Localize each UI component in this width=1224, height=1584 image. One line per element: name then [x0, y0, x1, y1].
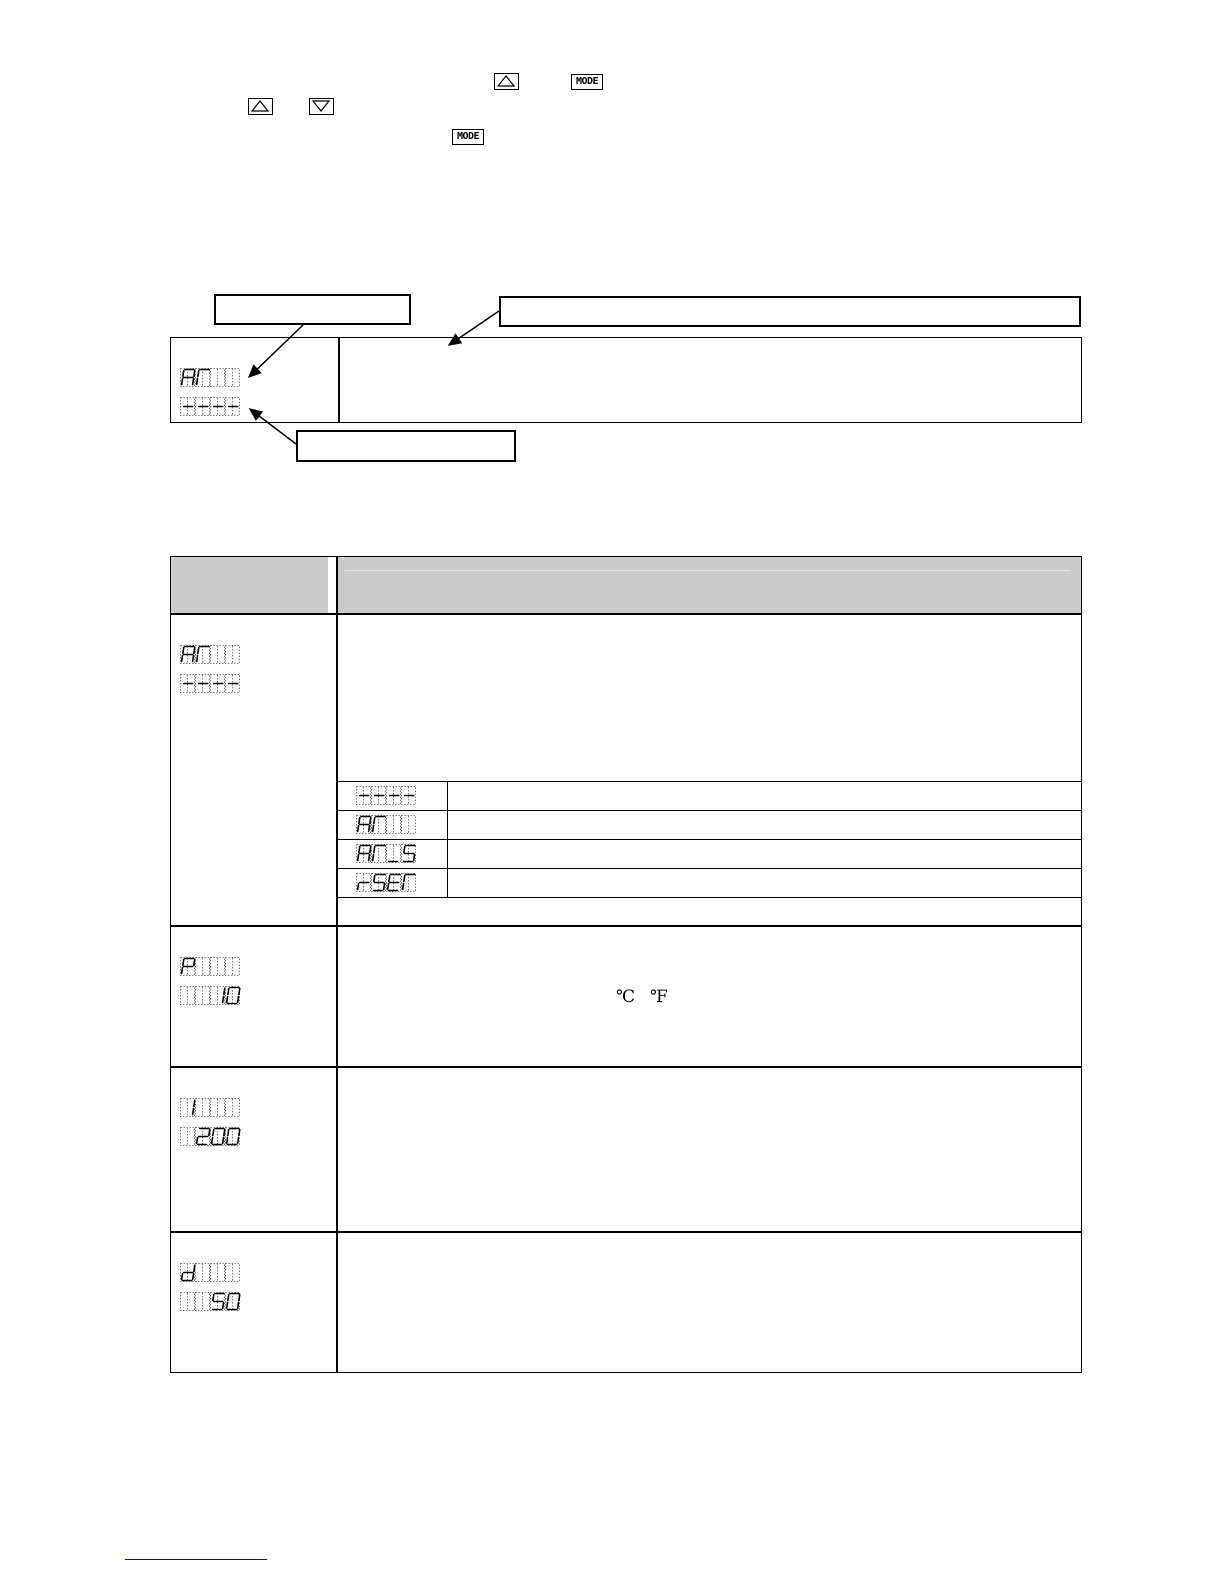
segment-display — [356, 844, 424, 864]
segment-e — [182, 1274, 183, 1280]
segment-f — [213, 1295, 214, 1301]
segment-f — [198, 648, 199, 654]
segment-digit — [181, 1293, 195, 1311]
segment-c — [193, 1109, 194, 1115]
digit-outline — [226, 1099, 240, 1117]
segment-b — [194, 1266, 195, 1272]
segment-e — [197, 1138, 198, 1144]
segment-digit — [226, 958, 240, 976]
segment-f — [213, 1130, 214, 1136]
digit-outline — [196, 646, 210, 664]
unit-fahrenheit: ℉ — [650, 987, 668, 1007]
digit-outline — [211, 646, 225, 664]
segment-e — [227, 1303, 228, 1309]
segment-display — [180, 397, 248, 417]
segment-digit — [196, 1293, 210, 1311]
segment-digit — [181, 398, 195, 416]
segment-e — [182, 968, 183, 974]
segment-display — [356, 815, 424, 835]
segment-b — [194, 1101, 195, 1107]
segment-e — [358, 855, 359, 861]
digit-outline — [211, 1099, 225, 1117]
segment-display — [180, 645, 248, 665]
segment-digit — [181, 675, 195, 693]
segment-digit — [226, 646, 240, 664]
setting-value-callout — [296, 430, 516, 462]
table-outline — [170, 556, 1082, 1373]
segment-e — [182, 656, 183, 662]
segment-digit — [181, 987, 195, 1005]
segment-digit — [357, 874, 371, 892]
segment-digit — [196, 1128, 210, 1146]
segment-digit — [357, 816, 371, 834]
segment-digit — [196, 675, 210, 693]
example-box-divider — [338, 337, 340, 423]
segment-f — [359, 818, 360, 824]
digit-outline — [211, 369, 225, 387]
segment-f — [374, 818, 375, 824]
subtable-rule-3 — [337, 868, 1082, 869]
digit-outline — [196, 1293, 210, 1311]
segment-f — [228, 1295, 229, 1301]
segment-digit — [226, 1128, 240, 1146]
unit-celsius: ℃ — [616, 987, 636, 1007]
segment-digit — [181, 646, 195, 664]
segment-f — [389, 876, 390, 882]
segment-digit — [372, 874, 386, 892]
segment-e — [227, 997, 228, 1003]
segment-e — [373, 826, 374, 832]
digit-outline — [402, 816, 416, 834]
segment-digit — [372, 816, 386, 834]
digit-outline — [211, 1264, 225, 1282]
example-box — [170, 337, 1082, 423]
segment-f — [374, 847, 375, 853]
mode-key-button — [571, 74, 603, 90]
segment-display — [180, 1292, 248, 1312]
segment-digit — [211, 1099, 225, 1117]
segment-digit — [181, 1264, 195, 1282]
segment-c — [414, 855, 415, 861]
digit-outline — [226, 958, 240, 976]
segment-display — [180, 1263, 248, 1283]
subtable-rule-0 — [337, 781, 1082, 782]
segment-digit — [181, 1099, 195, 1117]
subtable-rule-2 — [337, 839, 1082, 840]
mode-key-button-2 — [452, 129, 484, 145]
segment-e — [197, 656, 198, 662]
segment-digit — [211, 958, 225, 976]
segment-b — [194, 371, 195, 377]
autotune-option-reset — [356, 873, 424, 897]
segment-c — [193, 656, 194, 662]
digit-outline — [402, 874, 416, 892]
segment-display — [180, 674, 248, 694]
segment-c — [223, 1138, 224, 1144]
segment-digit — [402, 874, 416, 892]
segment-f — [183, 960, 184, 966]
segment-display — [180, 368, 248, 388]
segment-b — [239, 1130, 240, 1136]
segment-e — [197, 379, 198, 385]
up-key-button — [494, 73, 519, 90]
segment-digit — [196, 987, 210, 1005]
param-autotune-bottom — [180, 674, 248, 698]
segment-digit — [372, 845, 386, 863]
down-triangle-icon — [310, 99, 332, 113]
segment-c — [238, 997, 239, 1003]
segment-digit — [211, 987, 225, 1005]
segment-f — [228, 989, 229, 995]
segment-digit — [211, 1293, 225, 1311]
param-p-bottom — [180, 986, 248, 1010]
segment-digit — [226, 1099, 240, 1117]
segment-display — [180, 986, 248, 1006]
segment-c — [223, 1303, 224, 1309]
digit-outline — [181, 987, 195, 1005]
segment-e — [212, 1138, 213, 1144]
segment-e — [358, 884, 359, 890]
segment-digit — [357, 787, 371, 805]
segment-digit — [181, 958, 195, 976]
digit-outline — [372, 816, 386, 834]
segment-b — [370, 818, 371, 824]
param-d-bottom — [180, 1292, 248, 1316]
description-callout — [499, 296, 1081, 327]
segment-f — [374, 876, 375, 882]
digit-outline — [387, 816, 401, 834]
param-d-top — [180, 1263, 248, 1287]
segment-digit — [226, 1293, 240, 1311]
up-key-button-2 — [248, 98, 273, 115]
segment-e — [403, 884, 404, 890]
segment-digit — [357, 845, 371, 863]
digit-outline — [196, 369, 210, 387]
segment-f — [198, 371, 199, 377]
segment-digit — [196, 958, 210, 976]
param-p-top — [180, 957, 248, 981]
segment-e — [388, 884, 389, 890]
segment-c — [384, 884, 385, 890]
param-autotune-top — [180, 645, 248, 669]
param-i-top — [180, 1098, 248, 1122]
digit-outline — [211, 958, 225, 976]
digit-outline — [196, 987, 210, 1005]
digit-outline — [372, 845, 386, 863]
segment-digit — [372, 787, 386, 805]
segment-digit — [181, 1128, 195, 1146]
digit-outline — [181, 1128, 195, 1146]
segment-digit — [196, 398, 210, 416]
mode-key-label: MODE — [575, 76, 599, 87]
segment-digit — [387, 787, 401, 805]
autotune-option-at-on — [356, 815, 424, 839]
segment-digit — [211, 398, 225, 416]
segment-b — [239, 989, 240, 995]
digit-outline — [196, 1264, 210, 1282]
segment-digit — [211, 369, 225, 387]
segment-digit — [196, 1099, 210, 1117]
example-display-top — [180, 368, 248, 392]
segment-c — [238, 1303, 239, 1309]
digit-outline — [226, 1264, 240, 1282]
autotune-option-at-s — [356, 844, 424, 868]
segment-display — [356, 786, 424, 806]
segment-c — [369, 855, 370, 861]
segment-digit — [226, 1264, 240, 1282]
segment-digit — [226, 369, 240, 387]
segment-display — [180, 957, 248, 977]
segment-e — [373, 855, 374, 861]
table-column-divider — [336, 556, 338, 1373]
row-divider-1 — [170, 925, 1082, 927]
segment-f — [183, 371, 184, 377]
row-divider-2 — [170, 1066, 1082, 1068]
segment-digit — [226, 675, 240, 693]
table-header-bottom-rule — [170, 613, 1082, 615]
segment-digit — [387, 845, 401, 863]
segment-digit — [196, 1264, 210, 1282]
segment-digit — [402, 816, 416, 834]
segment-b — [224, 989, 225, 995]
footer-link-underline[interactable] — [125, 1559, 267, 1560]
segment-b — [370, 847, 371, 853]
param-i-bottom — [180, 1127, 248, 1151]
segment-display — [180, 1127, 248, 1147]
segment-f — [359, 847, 360, 853]
segment-digit — [387, 816, 401, 834]
segment-digit — [196, 369, 210, 387]
segment-digit — [211, 1128, 225, 1146]
segment-f — [404, 847, 405, 853]
segment-display — [180, 1098, 248, 1118]
segment-e — [358, 826, 359, 832]
digit-outline — [226, 646, 240, 664]
segment-c — [193, 379, 194, 385]
segment-digit — [196, 646, 210, 664]
segment-digit — [402, 787, 416, 805]
subtable-col-divider — [447, 781, 448, 898]
segment-f — [183, 648, 184, 654]
segment-c — [369, 826, 370, 832]
segment-b — [209, 1130, 210, 1136]
up-triangle-icon — [249, 99, 271, 113]
segment-b — [224, 1130, 225, 1136]
digit-outline — [181, 1293, 195, 1311]
autotune-option-off — [356, 786, 424, 810]
segment-digit — [181, 369, 195, 387]
segment-e — [227, 1138, 228, 1144]
up-triangle-icon — [495, 74, 517, 88]
digit-outline — [196, 1099, 210, 1117]
segment-display — [356, 873, 424, 893]
parameter-name-callout — [214, 294, 411, 325]
segment-digit — [402, 845, 416, 863]
subtable-rule-4 — [337, 897, 1082, 898]
segment-f — [228, 1130, 229, 1136]
segment-b — [194, 648, 195, 654]
subtable-rule-1 — [337, 810, 1082, 811]
down-key-button — [309, 98, 334, 115]
segment-digit — [211, 675, 225, 693]
segment-b — [239, 1295, 240, 1301]
segment-digit — [387, 874, 401, 892]
segment-e — [182, 379, 183, 385]
mode-key-label: MODE — [456, 131, 480, 142]
digit-outline — [226, 369, 240, 387]
segment-f — [404, 876, 405, 882]
row-divider-3 — [170, 1231, 1082, 1233]
digit-outline — [387, 845, 401, 863]
segment-b — [194, 960, 195, 966]
example-display-bottom — [180, 397, 248, 421]
segment-digit — [226, 398, 240, 416]
digit-outline — [196, 958, 210, 976]
segment-c — [223, 997, 224, 1003]
segment-digit — [211, 1264, 225, 1282]
segment-digit — [211, 646, 225, 664]
segment-c — [193, 1274, 194, 1280]
segment-c — [238, 1138, 239, 1144]
segment-digit — [226, 987, 240, 1005]
